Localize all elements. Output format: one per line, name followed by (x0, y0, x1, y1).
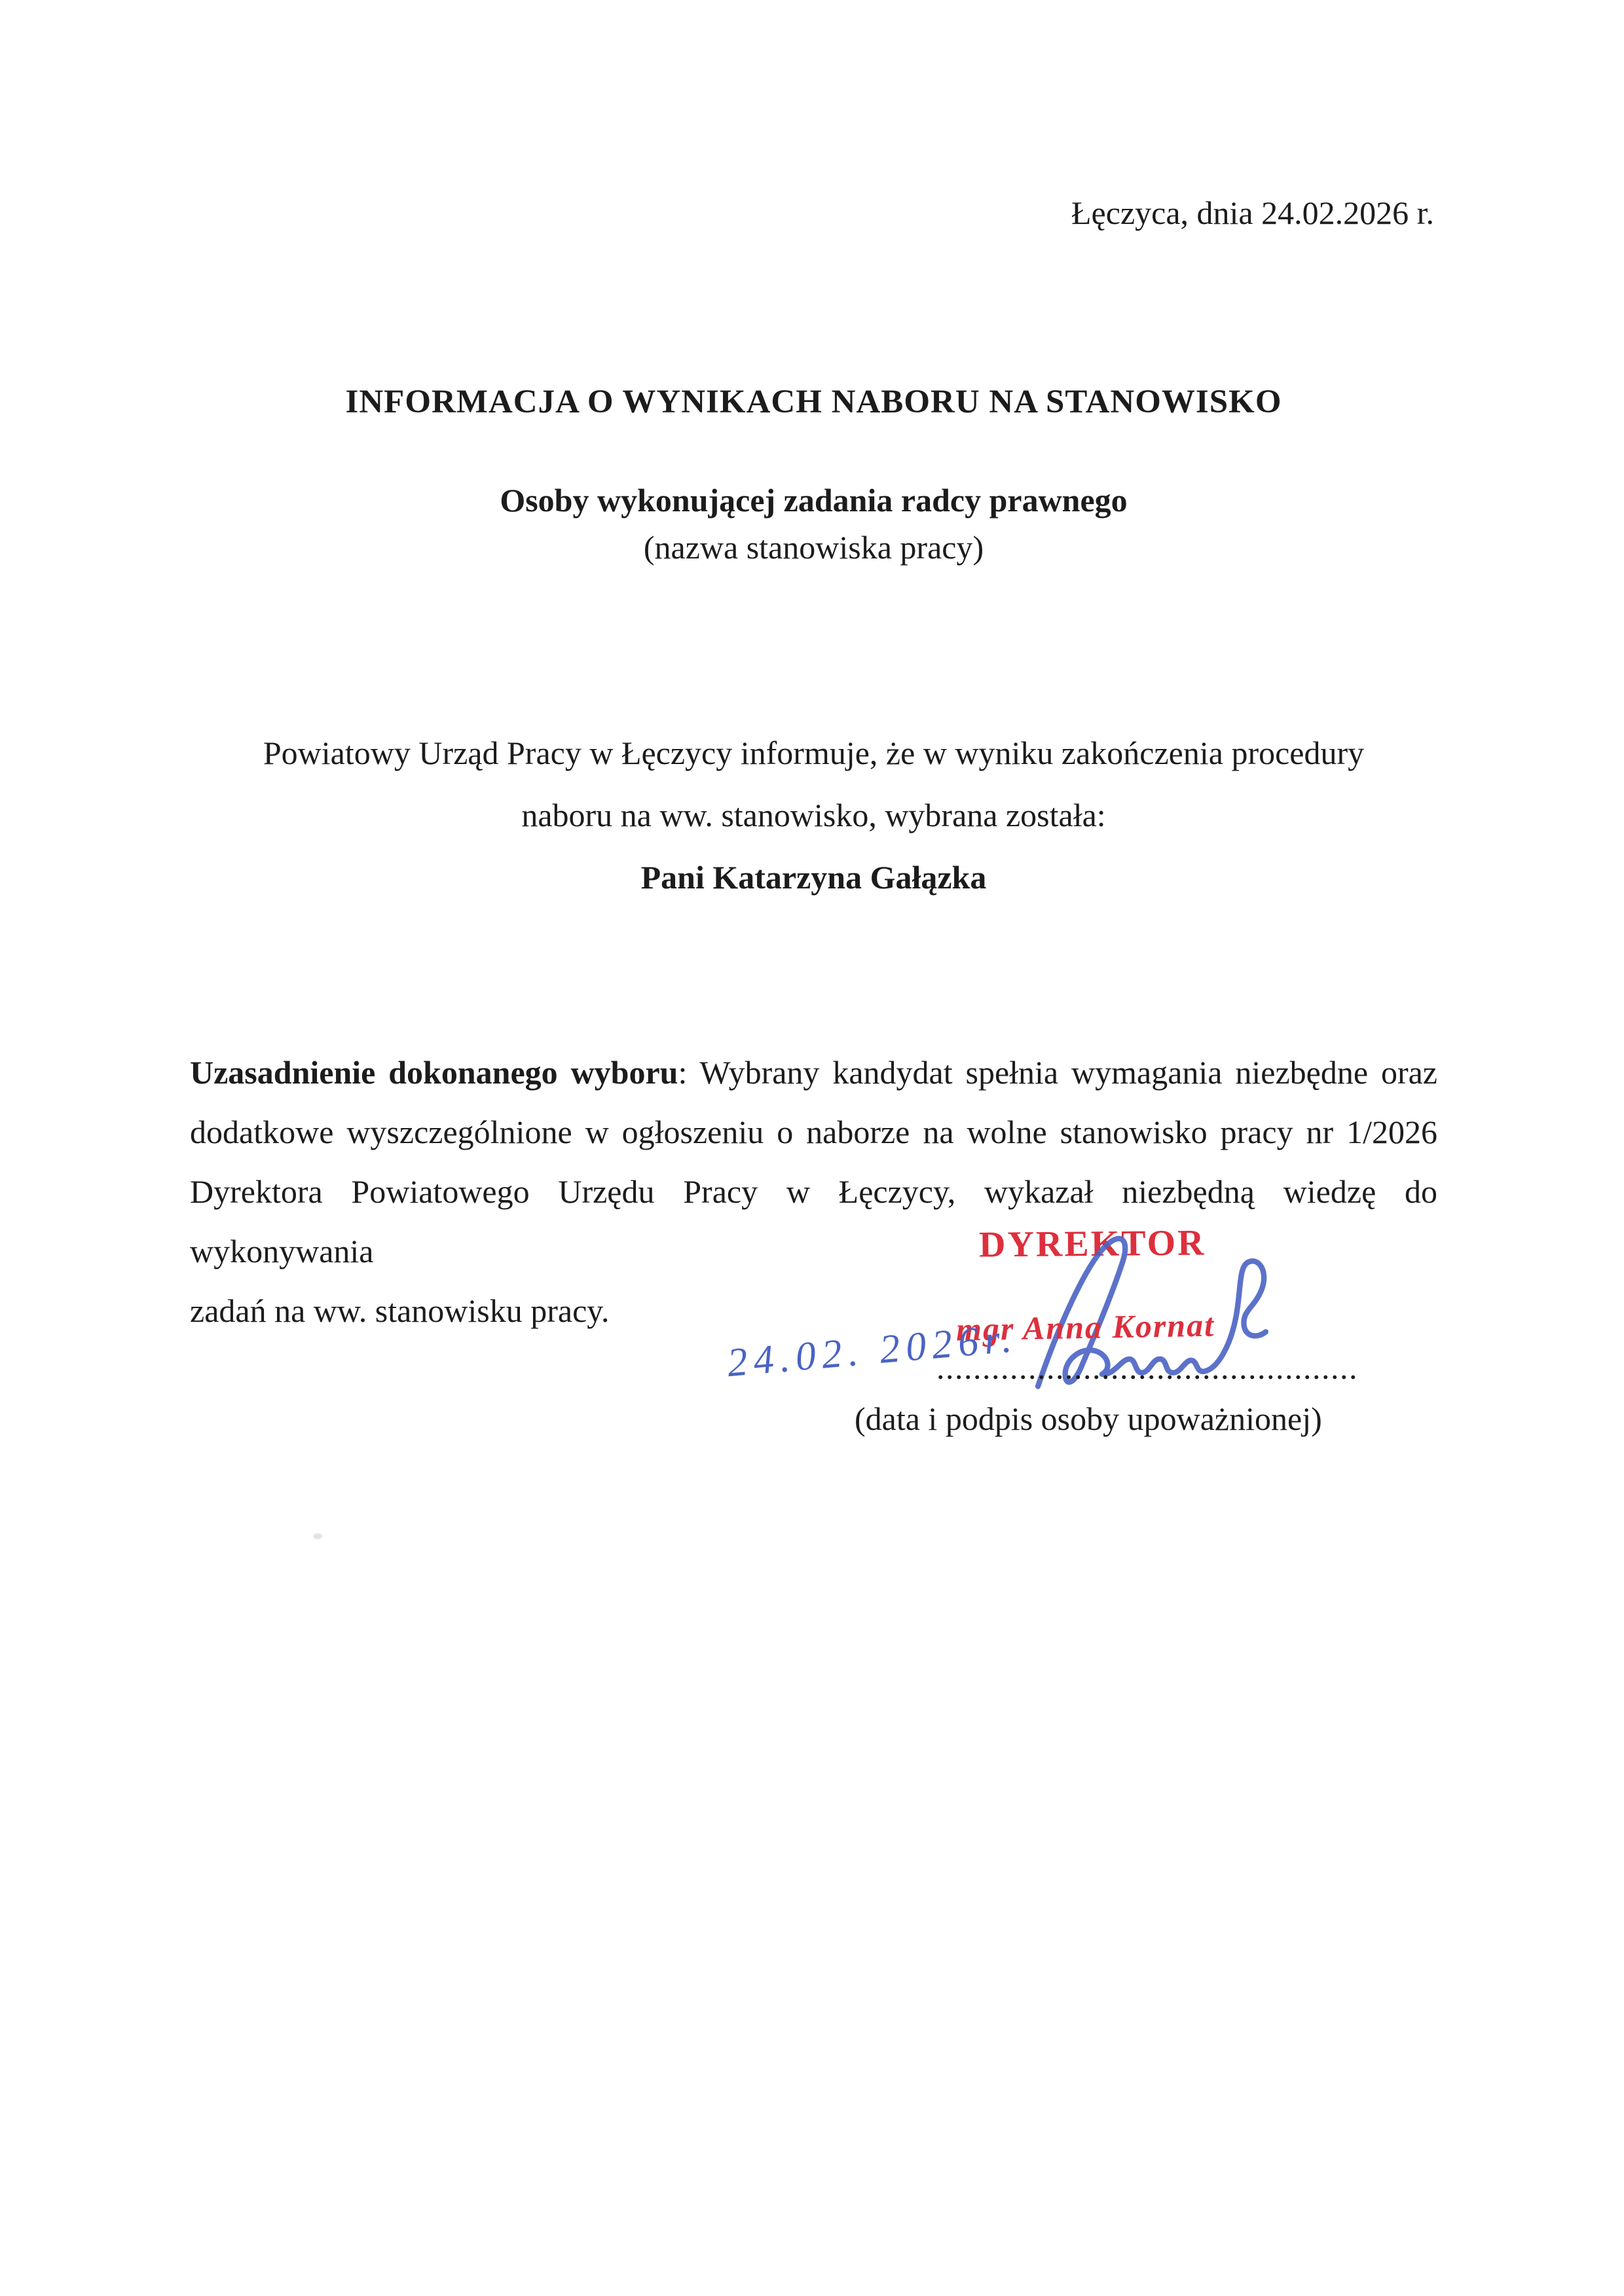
justification-line-4: zadań na ww. stanowisku pracy. (190, 1292, 610, 1329)
justification-line-1-rest: : Wybrany kandydat spełnia wymagania niezbędne oraz (678, 1054, 1437, 1091)
scan-artifact-speck (313, 1533, 322, 1539)
justification-line-2: dodatkowe wyszczególnione w ogłoszeniu o naborze na wolne stanowisko pracy nr 1/2026 (190, 1114, 1437, 1150)
position-name: Osoby wykonującej zadania radcy prawnego (500, 482, 1128, 519)
intro-line-1: Powiatowy Urząd Pracy w Łęczycy informuje, że w wyniku zakończenia procedury (263, 735, 1365, 771)
selected-person-name: Pani Katarzyna Gałązka (640, 859, 987, 896)
intro-line-2: naboru na ww. stanowisko, wybrana została: (521, 797, 1106, 833)
document-title: INFORMACJA O WYNIKACH NABORU NA STANOWISKO (345, 384, 1282, 420)
director-stamp-text: DYREKTOR (978, 1222, 1206, 1266)
justification-label: Uzasadnienie dokonanego wyboru (190, 1054, 678, 1091)
signature-caption: (data i podpis osoby upoważnionej) (855, 1400, 1322, 1437)
justification-line-3: Dyrektora Powiatowego Urzędu Pracy w Łęczycy, wykazał niezbędną wiedzę do wykonywania (190, 1173, 1437, 1269)
intro-paragraph (190, 722, 1437, 909)
justification-line-1 (190, 1043, 1437, 1102)
city-date-line: Łęczyca, dnia 24.02.2026 r. (1071, 194, 1434, 231)
signature-dotted-line: .............................................. (936, 1349, 1358, 1386)
director-name-stamp-text: mgr Anna Kornat (955, 1306, 1215, 1348)
position-name-caption: (nazwa stanowiska pracy) (643, 529, 984, 566)
signature-block (720, 1218, 1473, 1493)
handwritten-date-ink: 24.02. 2026r. (725, 1315, 1020, 1386)
